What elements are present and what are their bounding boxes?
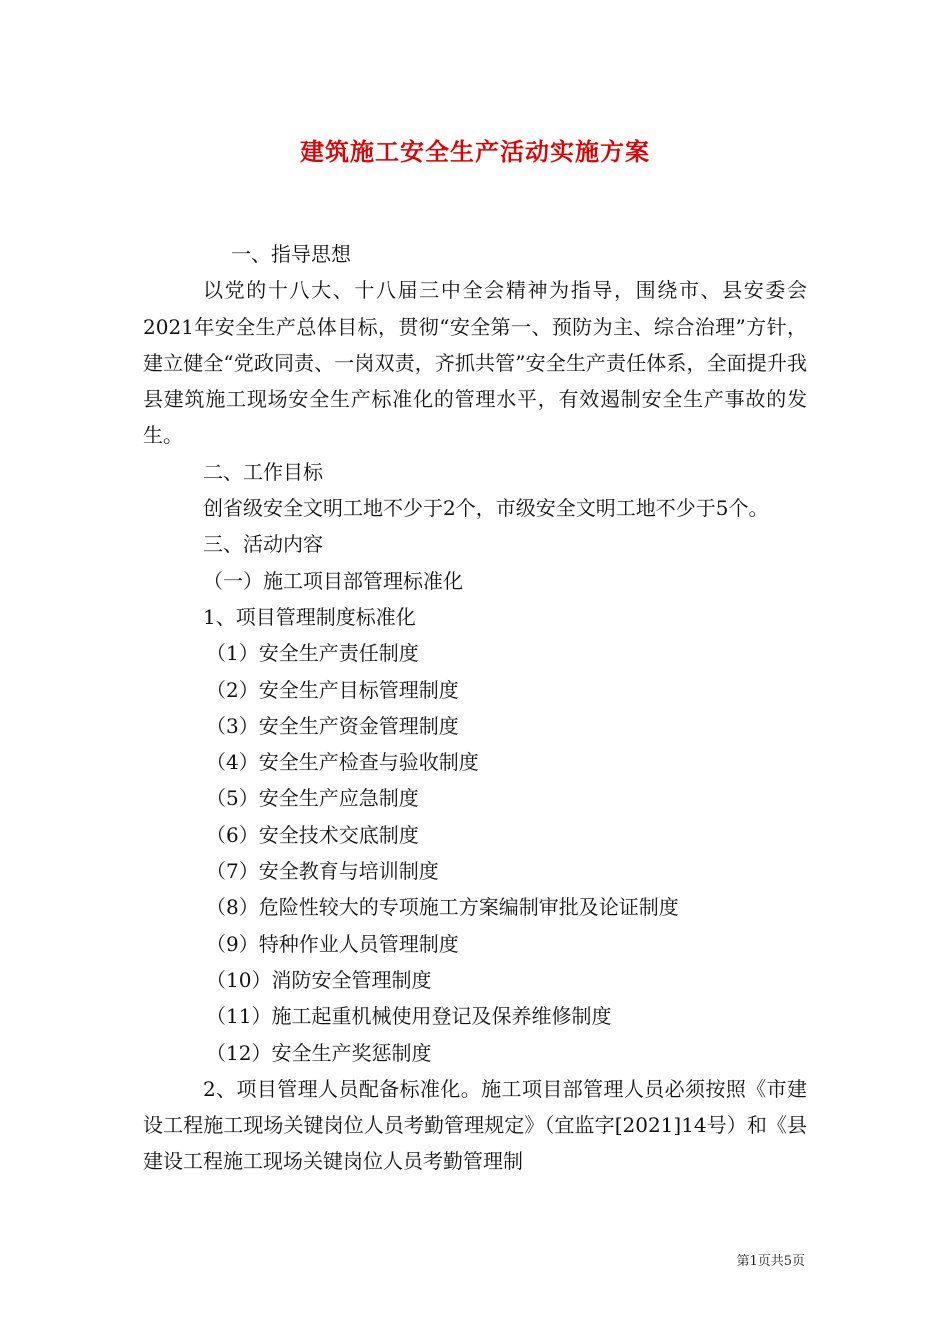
subsection-item-management-system: 1、项目管理制度标准化 (203, 604, 416, 629)
page-number-footer: 第1页共5页 (736, 1254, 805, 1269)
section-heading-work-goals: 二、工作目标 (203, 459, 323, 484)
section-heading-activity-content: 三、活动内容 (203, 532, 323, 557)
list-item: （5）安全生产应急制度 (206, 786, 419, 811)
list-item: （10）消防安全管理制度 (206, 967, 432, 992)
list-item: （11）施工起重机械使用登记及保养维修制度 (206, 1004, 612, 1029)
list-item: （4）安全生产检查与验收制度 (206, 750, 479, 775)
section-heading-guiding-ideology: 一、指导思想 (231, 242, 351, 266)
paragraph-staffing-standard: 2、项目管理人员配备标准化。施工项目部管理人员必须按照《市建设工程施工现场关键岗位人员考勤管理规定》（宜监字[2021]14号）和《县建设工程施工现场关键岗位人员考勤管理制 (143, 1076, 807, 1174)
list-item: （2）安全生产目标管理制度 (206, 677, 459, 702)
list-item: （6）安全技术交底制度 (206, 822, 419, 847)
list-item: （3）安全生产资金管理制度 (206, 713, 459, 738)
document-body (143, 236, 807, 1180)
paragraph-work-goals: 创省级安全文明工地不少于2个，市级安全文明工地不少于5个。 (203, 496, 769, 521)
list-item: （8）危险性较大的专项施工方案编制审批及论证制度 (206, 895, 679, 920)
document-title: 建筑施工安全生产活动实施方案 (300, 137, 650, 166)
list-item: （12）安全生产奖惩制度 (206, 1040, 432, 1065)
list-item: （9）特种作业人员管理制度 (206, 931, 459, 956)
subsection-heading-project-management: （一）施工项目部管理标准化 (203, 568, 463, 593)
list-item: （7）安全教育与培训制度 (206, 859, 439, 884)
paragraph-guiding-ideology: 以党的十八大、十八届三中全会精神为指导，围绕市、县安委会2021年安全生产总体目标，贯彻“安全第一、预防为主、综合治理”方针，建立健全“党政同责、一岗双责，齐抓共管”安全生产责任体系，全面提升我县建筑施工现场安全生产标准化的管理水平，有效遏制安全生产事故的发生。 (143, 278, 807, 448)
list-item: （1）安全生产责任制度 (206, 641, 419, 666)
